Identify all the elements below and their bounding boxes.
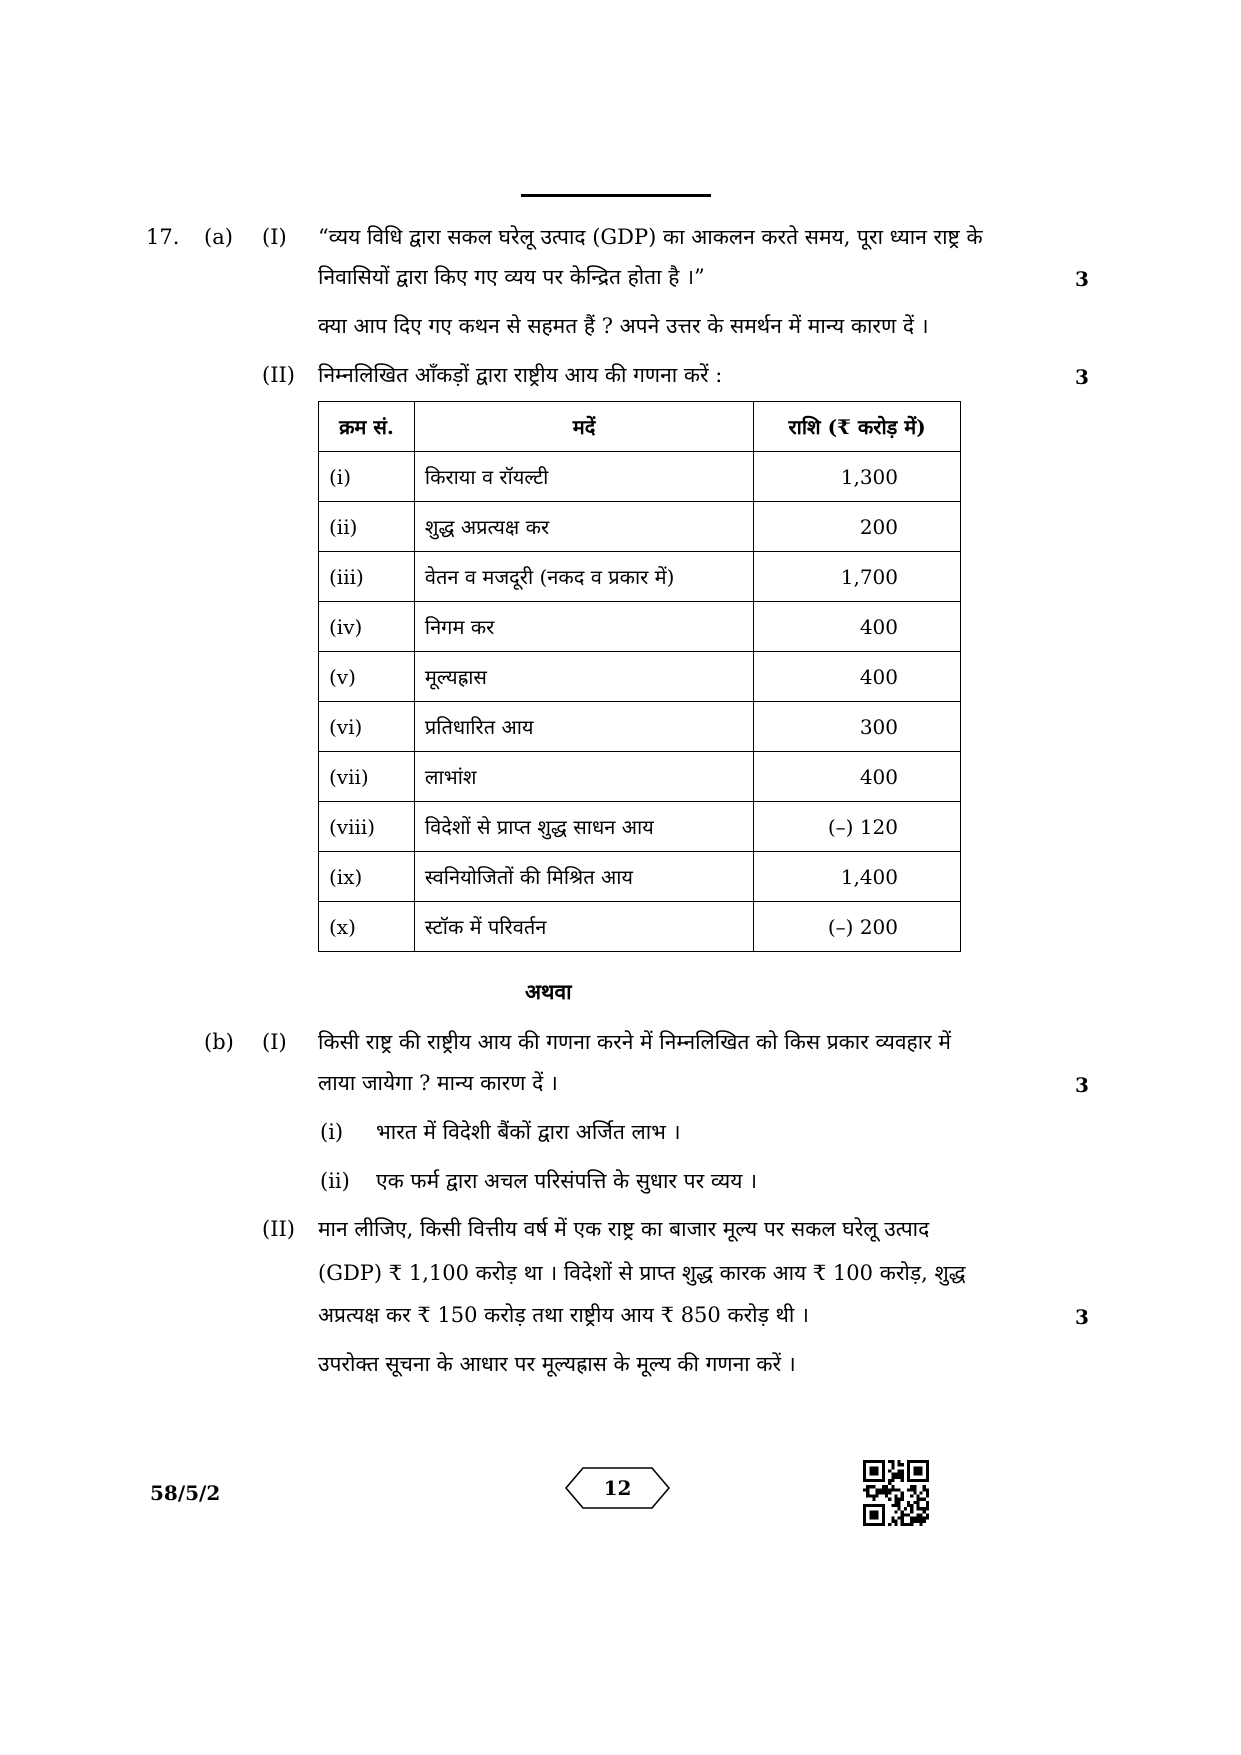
- row-serial: (x): [319, 902, 415, 952]
- row-item: लाभांश: [414, 752, 753, 802]
- row-amount: 200: [754, 502, 961, 552]
- table-row: [319, 902, 961, 952]
- row-item: स्टॉक में परिवर्तन: [414, 902, 753, 952]
- part-b-i-sub-i: भारत में विदेशी बैंकों द्वारा अर्जित लाभ ।: [376, 1120, 681, 1144]
- row-amount: 1,300: [754, 452, 961, 502]
- header-amount: राशि (₹ करोड़ में): [754, 402, 961, 452]
- table-row: [319, 552, 961, 602]
- top-divider: [521, 194, 711, 197]
- row-serial: (i): [319, 452, 415, 502]
- table-row: [319, 752, 961, 802]
- row-serial: (iii): [319, 552, 415, 602]
- row-item: वेतन व मजदूरी (नकद व प्रकार में): [414, 552, 753, 602]
- part-b-ii-line-1: मान लीजिए, किसी वित्तीय वर्ष में एक राष्ट्र का बाजार मूल्य पर सकल घरेलू उत्पाद: [318, 1217, 930, 1241]
- part-a-ii-marks: 3: [1075, 365, 1089, 389]
- part-b-i-sub-ii-label: (ii): [320, 1169, 350, 1193]
- row-serial: (vi): [319, 702, 415, 752]
- national-income-table: [318, 401, 961, 952]
- row-serial: (viii): [319, 802, 415, 852]
- part-b-ii-label: (II): [262, 1217, 295, 1241]
- row-amount: 400: [754, 602, 961, 652]
- table-row: [319, 502, 961, 552]
- row-amount: 400: [754, 752, 961, 802]
- header-serial-number: क्रम सं.: [319, 402, 415, 452]
- qr-code-icon: [863, 1460, 929, 1526]
- row-item: किराया व रॉयल्टी: [414, 452, 753, 502]
- row-item: विदेशों से प्राप्त शुद्ध साधन आय: [414, 802, 753, 852]
- page-number: 12: [603, 1476, 632, 1500]
- row-serial: (ii): [319, 502, 415, 552]
- row-serial: (v): [319, 652, 415, 702]
- table-row: [319, 452, 961, 502]
- part-a-label: (a): [204, 225, 233, 249]
- row-amount: 300: [754, 702, 961, 752]
- row-serial: (iv): [319, 602, 415, 652]
- part-b-i-label: (I): [262, 1030, 287, 1054]
- part-a-ii-label: (II): [262, 363, 295, 387]
- paper-code: 58/5/2: [150, 1481, 221, 1505]
- part-b-ii-line-2: (GDP) ₹ 1,100 करोड़ था । विदेशों से प्राप्त शुद्ध कारक आय ₹ 100 करोड़, शुद्ध: [318, 1261, 966, 1285]
- row-amount: 400: [754, 652, 961, 702]
- part-a-i-line-3: क्या आप दिए गए कथन से सहमत हैं ? अपने उत्तर के समर्थन में मान्य कारण दें ।: [318, 314, 929, 338]
- table-row: [319, 802, 961, 852]
- part-b-i-sub-i-label: (i): [320, 1120, 344, 1144]
- row-serial: (ix): [319, 852, 415, 902]
- table-header-row: [319, 402, 961, 452]
- table-row: [319, 602, 961, 652]
- part-b-i-marks: 3: [1075, 1073, 1089, 1097]
- part-b-ii-marks: 3: [1075, 1305, 1089, 1329]
- part-b-i-line-2: लाया जायेगा ? मान्य कारण दें ।: [318, 1071, 558, 1095]
- part-a-i-line-2: निवासियों द्वारा किए गए व्यय पर केन्द्रित होता है ।”: [318, 265, 705, 289]
- question-number: 17.: [146, 225, 180, 249]
- part-b-i-sub-ii: एक फर्म द्वारा अचल परिसंपत्ति के सुधार पर व्यय ।: [376, 1169, 758, 1193]
- row-item: प्रतिधारित आय: [414, 702, 753, 752]
- header-items: मदें: [414, 402, 753, 452]
- table-row: [319, 702, 961, 752]
- row-item: शुद्ध अप्रत्यक्ष कर: [414, 502, 753, 552]
- row-amount: (–) 120: [754, 802, 961, 852]
- part-b-ii-line-4: उपरोक्त सूचना के आधार पर मूल्यह्रास के मूल्य की गणना करें ।: [318, 1352, 796, 1376]
- part-a-i-line-1: “व्यय विधि द्वारा सकल घरेलू उत्पाद (GDP) का आकलन करते समय, पूरा ध्यान राष्ट्र के: [318, 225, 983, 249]
- row-item: स्वनियोजितों की मिश्रित आय: [414, 852, 753, 902]
- part-a-ii-line-1: निम्नलिखित आँकड़ों द्वारा राष्ट्रीय आय की गणना करें :: [318, 363, 723, 387]
- row-amount: (–) 200: [754, 902, 961, 952]
- row-amount: 1,400: [754, 852, 961, 902]
- table-row: [319, 852, 961, 902]
- row-amount: 1,700: [754, 552, 961, 602]
- part-b-ii-line-3: अप्रत्यक्ष कर ₹ 150 करोड़ तथा राष्ट्रीय आय ₹ 850 करोड़ थी ।: [318, 1303, 810, 1327]
- page-number-tag: [565, 1467, 670, 1509]
- row-item: निगम कर: [414, 602, 753, 652]
- part-b-i-line-1: किसी राष्ट्र की राष्ट्रीय आय की गणना करने में निम्नलिखित को किस प्रकार व्यवहार में: [318, 1030, 951, 1054]
- row-serial: (vii): [319, 752, 415, 802]
- part-a-i-label: (I): [262, 225, 287, 249]
- part-b-label: (b): [204, 1030, 234, 1054]
- or-label: अथवा: [525, 979, 572, 1004]
- row-item: मूल्यह्रास: [414, 652, 753, 702]
- part-a-i-marks: 3: [1075, 267, 1089, 291]
- table-row: [319, 652, 961, 702]
